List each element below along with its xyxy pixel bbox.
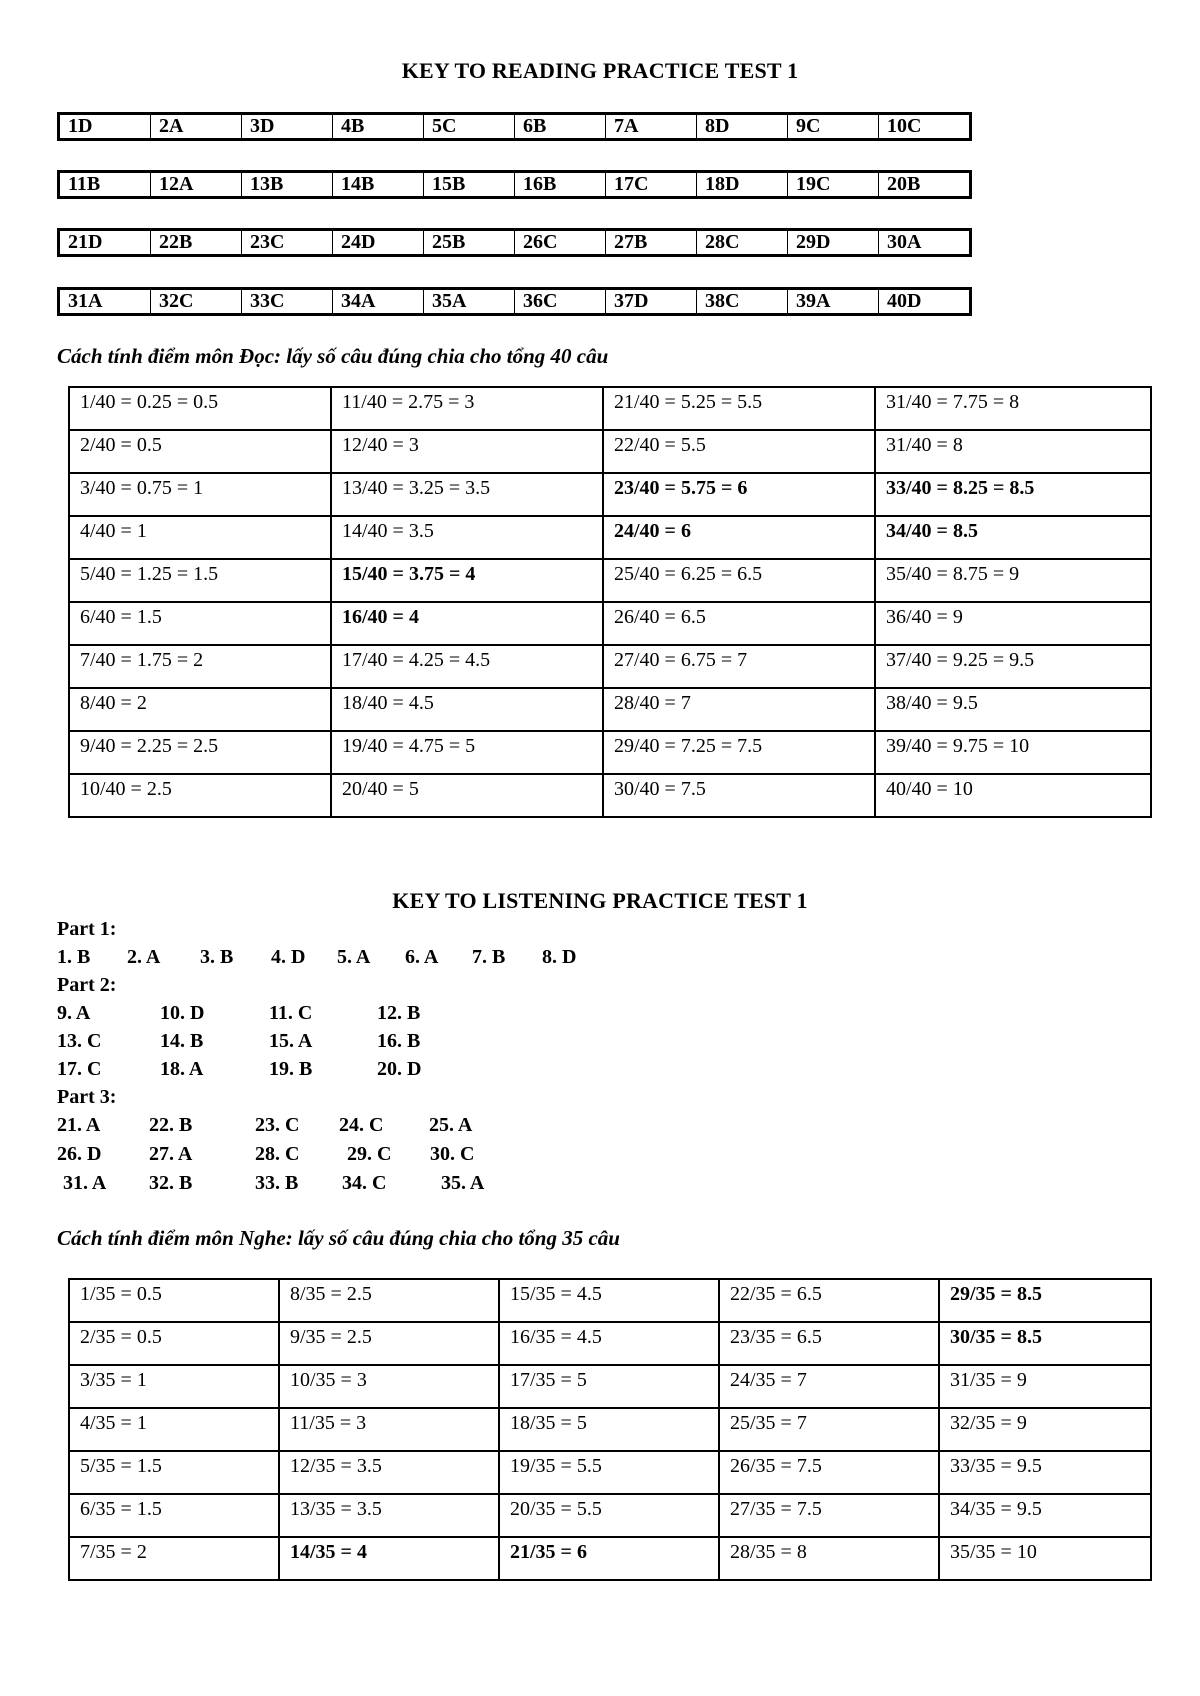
score-row [69, 1451, 1151, 1494]
score-cell: 38/40 = 9.5 [875, 688, 1151, 731]
score-cell: 2/35 = 0.5 [69, 1322, 279, 1365]
answer-item: 29. C [347, 1143, 392, 1165]
reading-answer-cell: 25B [424, 231, 515, 254]
score-row [69, 1322, 1151, 1365]
reading-answer-cell: 33C [242, 290, 333, 313]
reading-answer-cell: 18D [697, 173, 788, 196]
reading-answer-cell: 23C [242, 231, 333, 254]
answer-item: 26. D [57, 1143, 102, 1165]
score-cell: 24/35 = 7 [719, 1365, 939, 1408]
score-cell: 14/35 = 4 [279, 1537, 499, 1580]
reading-title: KEY TO READING PRACTICE TEST 1 [401, 58, 799, 83]
answer-item: 14. B [160, 1030, 204, 1052]
score-cell: 25/40 = 6.25 = 6.5 [603, 559, 875, 602]
answer-item: 5. A [337, 946, 371, 968]
score-cell: 10/35 = 3 [279, 1365, 499, 1408]
score-cell: 11/40 = 2.75 = 3 [331, 387, 603, 430]
part1-label: Part 1: [57, 918, 117, 940]
reading-answer-cell: 13B [242, 173, 333, 196]
answer-item: 7. B [472, 946, 506, 968]
answer-item: 20. D [377, 1058, 422, 1080]
answer-item: 25. A [429, 1114, 473, 1136]
score-cell: 29/40 = 7.25 = 7.5 [603, 731, 875, 774]
score-row [69, 1537, 1151, 1580]
reading-answer-cell: 15B [424, 173, 515, 196]
reading-answer-cell: 34A [333, 290, 424, 313]
score-cell: 16/35 = 4.5 [499, 1322, 719, 1365]
score-cell: 34/35 = 9.5 [939, 1494, 1151, 1537]
score-cell: 31/40 = 7.75 = 8 [875, 387, 1151, 430]
score-cell: 11/35 = 3 [279, 1408, 499, 1451]
listening-title: KEY TO LISTENING PRACTICE TEST 1 [392, 888, 808, 913]
answer-item: 2. A [127, 946, 161, 968]
reading-score-table [68, 386, 1152, 818]
score-cell: 6/35 = 1.5 [69, 1494, 279, 1537]
reading-answer-cell: 22B [151, 231, 242, 254]
answer-item: 28. C [255, 1143, 300, 1165]
score-cell: 15/40 = 3.75 = 4 [331, 559, 603, 602]
answer-item: 8. D [542, 946, 577, 968]
answer-item: 31. A [63, 1172, 107, 1194]
answer-item: 18. A [160, 1058, 204, 1080]
reading-answer-row [57, 287, 972, 316]
score-cell: 23/40 = 5.75 = 6 [603, 473, 875, 516]
score-cell: 31/40 = 8 [875, 430, 1151, 473]
score-cell: 33/40 = 8.25 = 8.5 [875, 473, 1151, 516]
score-row [69, 1494, 1151, 1537]
reading-answer-cell: 7A [606, 115, 697, 138]
score-cell: 12/40 = 3 [331, 430, 603, 473]
score-cell: 25/35 = 7 [719, 1408, 939, 1451]
answer-item: 3. B [200, 946, 234, 968]
score-cell: 8/35 = 2.5 [279, 1279, 499, 1322]
answer-item: 1. B [57, 946, 91, 968]
score-row [69, 1408, 1151, 1451]
score-row [69, 1279, 1151, 1322]
score-cell: 5/35 = 1.5 [69, 1451, 279, 1494]
reading-answer-cell: 27B [606, 231, 697, 254]
reading-answer-cell: 30A [887, 231, 922, 253]
score-cell: 5/40 = 1.25 = 1.5 [69, 559, 331, 602]
reading-answer-cell: 28C [697, 231, 788, 254]
reading-answer-cell: 17C [606, 173, 697, 196]
score-cell: 22/40 = 5.5 [603, 430, 875, 473]
answer-item: 9. A [57, 1002, 91, 1024]
answer-item: 11. C [269, 1002, 313, 1024]
score-cell: 35/35 = 10 [939, 1537, 1151, 1580]
score-cell: 4/40 = 1 [69, 516, 331, 559]
score-cell: 17/35 = 5 [499, 1365, 719, 1408]
reading-answer-cell: 38C [697, 290, 788, 313]
answer-item: 22. B [149, 1114, 193, 1136]
part2-label: Part 2: [57, 974, 117, 996]
reading-answer-row [57, 228, 972, 257]
reading-answer-cell: 10C [887, 115, 922, 137]
score-cell: 21/35 = 6 [499, 1537, 719, 1580]
reading-answer-cell: 20B [887, 173, 921, 195]
listening-scoring-note: Cách tính điểm môn Nghe: lấy số câu đúng chia cho tổng 35 câu [57, 1226, 620, 1250]
score-row [69, 516, 1151, 559]
score-cell: 26/35 = 7.5 [719, 1451, 939, 1494]
reading-answer-cell: 21D [60, 231, 151, 254]
score-cell: 19/40 = 4.75 = 5 [331, 731, 603, 774]
reading-answer-cell: 5C [424, 115, 515, 138]
answer-item: 4. D [271, 946, 306, 968]
reading-answer-cell: 8D [697, 115, 788, 138]
score-row [69, 645, 1151, 688]
score-cell: 10/40 = 2.5 [69, 774, 331, 817]
score-cell: 16/40 = 4 [331, 602, 603, 645]
score-cell: 20/35 = 5.5 [499, 1494, 719, 1537]
score-cell: 39/40 = 9.75 = 10 [875, 731, 1151, 774]
reading-answer-cell: 24D [333, 231, 424, 254]
reading-answer-cell: 40D [887, 290, 922, 312]
reading-answer-cell: 4B [333, 115, 424, 138]
score-cell: 6/40 = 1.5 [69, 602, 331, 645]
score-cell: 14/40 = 3.5 [331, 516, 603, 559]
score-cell: 7/35 = 2 [69, 1537, 279, 1580]
score-cell: 27/40 = 6.75 = 7 [603, 645, 875, 688]
score-cell: 32/35 = 9 [939, 1408, 1151, 1451]
answer-item: 16. B [377, 1030, 421, 1052]
answer-item: 27. A [149, 1143, 193, 1165]
score-cell: 7/40 = 1.75 = 2 [69, 645, 331, 688]
reading-answer-cell: 14B [333, 173, 424, 196]
score-cell: 30/35 = 8.5 [939, 1322, 1151, 1365]
score-row [69, 473, 1151, 516]
score-row [69, 602, 1151, 645]
score-cell: 30/40 = 7.5 [603, 774, 875, 817]
score-row [69, 430, 1151, 473]
score-row [69, 1365, 1151, 1408]
reading-answer-cell: 9C [788, 115, 879, 138]
answer-item: 19. B [269, 1058, 313, 1080]
score-cell: 15/35 = 4.5 [499, 1279, 719, 1322]
answer-item: 34. C [342, 1172, 387, 1194]
score-cell: 21/40 = 5.25 = 5.5 [603, 387, 875, 430]
reading-answer-cell: 31A [60, 290, 151, 313]
score-cell: 22/35 = 6.5 [719, 1279, 939, 1322]
score-cell: 19/35 = 5.5 [499, 1451, 719, 1494]
reading-answer-cell: 39A [788, 290, 879, 313]
answer-item: 10. D [160, 1002, 205, 1024]
reading-scoring-note: Cách tính điểm môn Đọc: lấy số câu đúng chia cho tổng 40 câu [57, 344, 609, 368]
score-row [69, 731, 1151, 774]
reading-answer-cell: 26C [515, 231, 606, 254]
score-row [69, 688, 1151, 731]
answer-item: 21. A [57, 1114, 101, 1136]
reading-answer-cell: 11B [60, 173, 151, 196]
reading-answer-cell: 36C [515, 290, 606, 313]
reading-answer-cell: 37D [606, 290, 697, 313]
score-cell: 1/40 = 0.25 = 0.5 [69, 387, 331, 430]
score-row [69, 774, 1151, 817]
score-cell: 1/35 = 0.5 [69, 1279, 279, 1322]
answer-item: 24. C [339, 1114, 384, 1136]
score-cell: 9/40 = 2.25 = 2.5 [69, 731, 331, 774]
score-cell: 13/40 = 3.25 = 3.5 [331, 473, 603, 516]
reading-answer-cell: 32C [151, 290, 242, 313]
score-cell: 28/35 = 8 [719, 1537, 939, 1580]
part3-label: Part 3: [57, 1086, 117, 1108]
score-cell: 31/35 = 9 [939, 1365, 1151, 1408]
score-row [69, 559, 1151, 602]
reading-answer-cell: 12A [151, 173, 242, 196]
score-cell: 17/40 = 4.25 = 4.5 [331, 645, 603, 688]
score-cell: 24/40 = 6 [603, 516, 875, 559]
score-cell: 37/40 = 9.25 = 9.5 [875, 645, 1151, 688]
answer-item: 13. C [57, 1030, 102, 1052]
score-cell: 23/35 = 6.5 [719, 1322, 939, 1365]
score-cell: 28/40 = 7 [603, 688, 875, 731]
answer-item: 23. C [255, 1114, 300, 1136]
answer-item: 12. B [377, 1002, 421, 1024]
answer-item: 6. A [405, 946, 439, 968]
answer-item: 32. B [149, 1172, 193, 1194]
reading-answer-cell: 35A [424, 290, 515, 313]
score-cell: 9/35 = 2.5 [279, 1322, 499, 1365]
score-cell: 4/35 = 1 [69, 1408, 279, 1451]
score-cell: 12/35 = 3.5 [279, 1451, 499, 1494]
score-row [69, 387, 1151, 430]
score-cell: 27/35 = 7.5 [719, 1494, 939, 1537]
answer-item: 15. A [269, 1030, 313, 1052]
reading-answer-cell: 29D [788, 231, 879, 254]
score-cell: 18/40 = 4.5 [331, 688, 603, 731]
reading-answer-cell: 2A [151, 115, 242, 138]
score-cell: 29/35 = 8.5 [939, 1279, 1151, 1322]
score-cell: 18/35 = 5 [499, 1408, 719, 1451]
score-cell: 3/35 = 1 [69, 1365, 279, 1408]
score-cell: 20/40 = 5 [331, 774, 603, 817]
score-cell: 34/40 = 8.5 [875, 516, 1151, 559]
score-cell: 35/40 = 8.75 = 9 [875, 559, 1151, 602]
answer-item: 33. B [255, 1172, 299, 1194]
reading-answer-cell: 6B [515, 115, 606, 138]
reading-answer-row [57, 170, 972, 199]
score-cell: 26/40 = 6.5 [603, 602, 875, 645]
listening-score-table [68, 1278, 1152, 1581]
score-cell: 36/40 = 9 [875, 602, 1151, 645]
reading-answer-cell: 1D [60, 115, 151, 138]
score-cell: 40/40 = 10 [875, 774, 1151, 817]
answer-item: 17. C [57, 1058, 102, 1080]
reading-answer-cell: 3D [242, 115, 333, 138]
score-cell: 13/35 = 3.5 [279, 1494, 499, 1537]
score-cell: 3/40 = 0.75 = 1 [69, 473, 331, 516]
answer-item: 35. A [441, 1172, 485, 1194]
answer-item: 30. C [430, 1143, 475, 1165]
reading-answer-cell: 19C [788, 173, 879, 196]
reading-answer-cell: 16B [515, 173, 606, 196]
score-cell: 33/35 = 9.5 [939, 1451, 1151, 1494]
score-cell: 2/40 = 0.5 [69, 430, 331, 473]
reading-answer-row [57, 112, 972, 141]
score-cell: 8/40 = 2 [69, 688, 331, 731]
